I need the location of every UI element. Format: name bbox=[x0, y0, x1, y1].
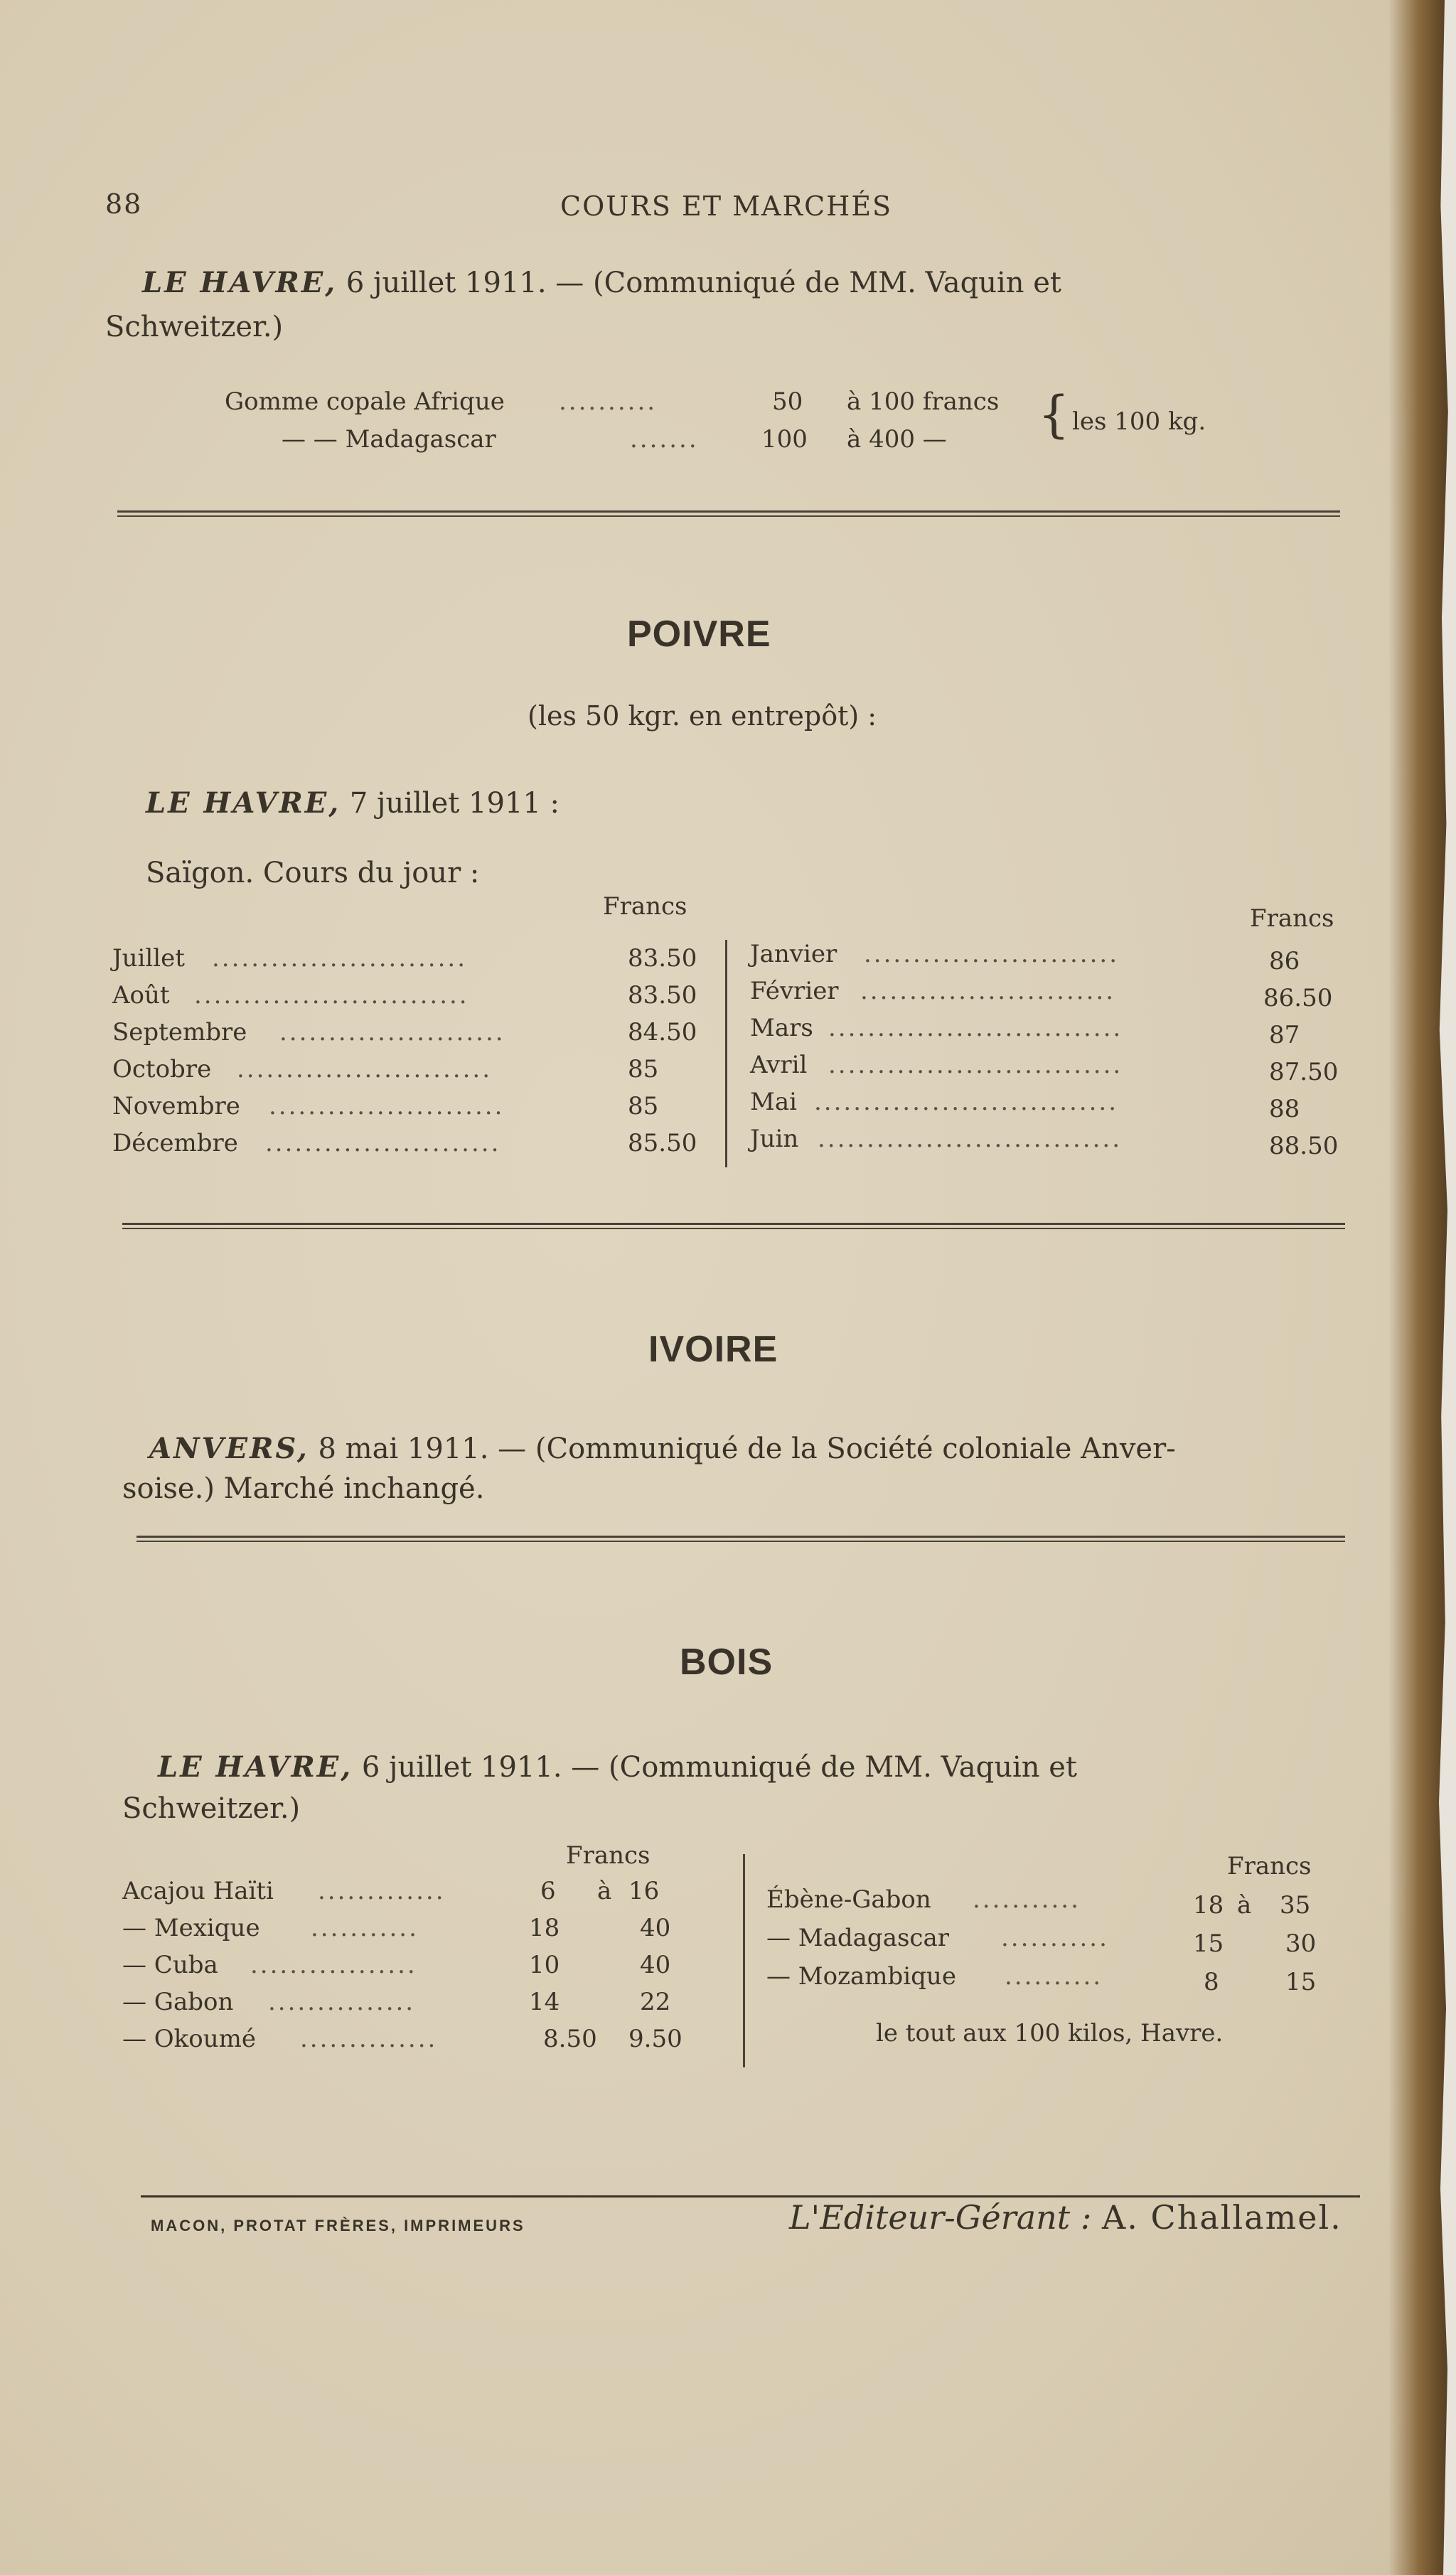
copal-row-low: 50 bbox=[772, 387, 803, 416]
bois-city: LE HAVRE, bbox=[158, 1750, 353, 1784]
ivoire-city: ANVERS, bbox=[149, 1432, 309, 1465]
month-price: 85 bbox=[628, 1055, 659, 1083]
column-divider bbox=[725, 940, 727, 1167]
month-label: Juin bbox=[750, 1125, 799, 1153]
wood-name: — Cuba bbox=[122, 1951, 218, 1979]
leader-dots: .............................. bbox=[828, 1051, 1123, 1079]
editor-label: L'Editeur-Gérant : bbox=[789, 2198, 1092, 2237]
wood-low: 6 bbox=[540, 1877, 556, 1905]
poivre-right-row bbox=[750, 1014, 1354, 1049]
ivoire-title: IVOIRE bbox=[648, 1329, 778, 1370]
leader-dots: ............... bbox=[268, 1988, 416, 2016]
copal-row-sep: à 400 — bbox=[847, 425, 947, 454]
ivoire-first-line bbox=[149, 1429, 1176, 1469]
wood-high: 22 bbox=[640, 1988, 671, 2016]
footer-rule bbox=[141, 2195, 1360, 2197]
poivre-city: LE HAVRE, bbox=[146, 786, 341, 820]
wood-name: Ébène-Gabon bbox=[766, 1885, 931, 1914]
column-divider bbox=[743, 1854, 745, 2067]
month-label: Février bbox=[750, 977, 839, 1005]
poivre-intro: Saïgon. Cours du jour : bbox=[146, 857, 480, 889]
leader-dots: .......................... bbox=[212, 944, 467, 973]
brace: { bbox=[1038, 385, 1070, 444]
month-price: 85.50 bbox=[628, 1129, 697, 1157]
bois-right-col-header: Francs bbox=[1227, 1852, 1312, 1880]
copal-text-line1: 6 juillet 1911. — (Communiqué de MM. Vaquin et bbox=[346, 267, 1061, 299]
poivre-left-row bbox=[112, 1092, 710, 1123]
month-price: 87 bbox=[1269, 1021, 1300, 1049]
wood-mid: à bbox=[597, 1877, 612, 1905]
section-divider bbox=[122, 1223, 1345, 1229]
printer-imprint: MACON, PROTAT FRÈRES, IMPRIMEURS bbox=[151, 2217, 525, 2234]
poivre-right-row bbox=[750, 977, 1354, 1012]
copal-row-label: — — Madagascar bbox=[282, 425, 496, 454]
leader-dots: ............................... bbox=[818, 1125, 1123, 1153]
poivre-subtitle: (les 50 kgr. en entrepôt) : bbox=[528, 700, 877, 732]
leader-dots: ....................... bbox=[279, 1018, 505, 1046]
bois-text-line2: Schweitzer.) bbox=[122, 1792, 301, 1825]
month-label: Mai bbox=[750, 1088, 797, 1116]
month-price: 85 bbox=[628, 1092, 659, 1120]
bois-left-row bbox=[122, 1951, 734, 1982]
month-label: Janvier bbox=[750, 940, 837, 968]
month-price: 88.50 bbox=[1269, 1132, 1339, 1160]
wood-name: — Gabon bbox=[122, 1988, 234, 2016]
leader-dots: ........... bbox=[1001, 1924, 1109, 1952]
section-divider bbox=[117, 510, 1340, 517]
leader-dots: .......................... bbox=[237, 1055, 492, 1083]
copal-row-label: Gomme copale Afrique bbox=[225, 387, 505, 416]
wood-name: — Mexique bbox=[122, 1914, 260, 1942]
bois-title: BOIS bbox=[680, 1642, 774, 1683]
bois-right-row bbox=[766, 1924, 1356, 1958]
bois-left-row bbox=[122, 1988, 734, 2019]
poivre-left-row bbox=[112, 1129, 710, 1160]
poivre-left-row bbox=[112, 944, 710, 975]
running-title: COURS ET MARCHÉS bbox=[560, 191, 893, 222]
month-price: 88 bbox=[1269, 1095, 1300, 1123]
leader-dots: .......................... bbox=[860, 977, 1115, 1005]
poivre-left-row bbox=[112, 981, 710, 1012]
month-label: Avril bbox=[750, 1051, 808, 1079]
poivre-date: 7 juillet 1911 : bbox=[349, 787, 560, 820]
bois-left-row bbox=[122, 1877, 734, 1908]
month-price: 83.50 bbox=[628, 944, 697, 973]
copal-row-2 bbox=[225, 425, 1113, 456]
leader-dots: ........................ bbox=[269, 1092, 505, 1120]
copal-text-line2: Schweitzer.) bbox=[105, 311, 284, 343]
wood-low: 14 bbox=[529, 1988, 560, 2016]
wood-name: — Okoumé bbox=[122, 2025, 257, 2053]
month-price: 84.50 bbox=[628, 1018, 697, 1046]
wood-low: 18 bbox=[1193, 1891, 1224, 1920]
month-label: Mars bbox=[750, 1014, 813, 1042]
leader-dots: .......................... bbox=[864, 940, 1119, 968]
leader-dots: .............................. bbox=[828, 1014, 1123, 1042]
copal-first-line bbox=[142, 263, 1061, 303]
editor-name: A. Challamel. bbox=[1102, 2198, 1342, 2237]
copal-row-1 bbox=[225, 387, 1113, 419]
leader-dots: .............. bbox=[300, 2025, 438, 2053]
wood-low: 10 bbox=[529, 1951, 560, 1979]
month-price: 83.50 bbox=[628, 981, 697, 1010]
poivre-left-col-header: Francs bbox=[603, 892, 687, 921]
bois-left-row bbox=[122, 2025, 734, 2056]
bois-note: le tout aux 100 kilos, Havre. bbox=[876, 2019, 1224, 2047]
month-price: 86.50 bbox=[1263, 984, 1333, 1012]
copal-row-sep: à 100 francs bbox=[847, 387, 1000, 416]
editor-line bbox=[789, 2198, 1342, 2237]
bois-text-line1: 6 juillet 1911. — (Communiqué de MM. Vaquin et bbox=[361, 1751, 1077, 1784]
leader-dots: ............. bbox=[318, 1877, 446, 1905]
copal-unit: les 100 kg. bbox=[1072, 407, 1206, 436]
leader-dots: .......... bbox=[1005, 1962, 1103, 1991]
bois-right-row bbox=[766, 1962, 1356, 1996]
wood-low: 8.50 bbox=[543, 2025, 597, 2053]
wood-name: — Madagascar bbox=[766, 1924, 949, 1952]
section-divider bbox=[136, 1536, 1345, 1542]
wood-high: 30 bbox=[1285, 1929, 1317, 1958]
bois-right-row bbox=[766, 1885, 1356, 1920]
poivre-city-line bbox=[146, 783, 560, 823]
month-label: Juillet bbox=[112, 944, 185, 973]
month-label: Septembre bbox=[112, 1018, 247, 1046]
leader-dots: ............................... bbox=[814, 1088, 1119, 1116]
month-price: 86 bbox=[1269, 947, 1300, 975]
leader-dots: ....... bbox=[630, 425, 699, 454]
wood-high: 35 bbox=[1280, 1891, 1311, 1920]
wood-name: Acajou Haïti bbox=[122, 1877, 274, 1905]
poivre-right-row bbox=[750, 940, 1354, 975]
wood-high: 9.50 bbox=[628, 2025, 682, 2053]
poivre-right-row bbox=[750, 1051, 1354, 1086]
poivre-right-row bbox=[750, 1088, 1354, 1123]
leader-dots: ........... bbox=[311, 1914, 419, 1942]
wood-low: 18 bbox=[529, 1914, 560, 1942]
leader-dots: ........................ bbox=[265, 1129, 501, 1157]
poivre-title: POIVRE bbox=[627, 614, 771, 655]
poivre-right-col-header: Francs bbox=[1250, 904, 1334, 933]
ivoire-text-line1: 8 mai 1911. — (Communiqué de la Société coloniale Anver- bbox=[318, 1433, 1176, 1465]
wood-high: 16 bbox=[628, 1877, 660, 1905]
wood-low: 15 bbox=[1193, 1929, 1224, 1958]
bois-first-line bbox=[158, 1747, 1077, 1787]
ivoire-text-line2: soise.) Marché inchangé. bbox=[122, 1472, 485, 1505]
poivre-left-row bbox=[112, 1055, 710, 1086]
month-label: Décembre bbox=[112, 1129, 238, 1157]
wood-high: 15 bbox=[1285, 1968, 1317, 1996]
page-number: 88 bbox=[105, 188, 143, 220]
month-label: Octobre bbox=[112, 1055, 212, 1083]
wood-high: 40 bbox=[640, 1951, 671, 1979]
leader-dots: .......... bbox=[559, 387, 658, 416]
wood-mid: à bbox=[1237, 1891, 1252, 1920]
bois-left-col-header: Francs bbox=[566, 1841, 651, 1870]
poivre-left-row bbox=[112, 1018, 710, 1049]
leader-dots: ................. bbox=[250, 1951, 417, 1979]
leader-dots: ........... bbox=[973, 1885, 1081, 1914]
wood-low: 8 bbox=[1204, 1968, 1219, 1996]
wood-name: — Mozambique bbox=[766, 1962, 956, 1991]
month-label: Août bbox=[112, 981, 170, 1010]
poivre-right-row bbox=[750, 1125, 1354, 1160]
leader-dots: ............................ bbox=[194, 981, 469, 1010]
copal-row-low: 100 bbox=[761, 425, 808, 454]
wood-high: 40 bbox=[640, 1914, 671, 1942]
month-price: 87.50 bbox=[1269, 1058, 1339, 1086]
bois-left-row bbox=[122, 1914, 734, 1945]
month-label: Novembre bbox=[112, 1092, 240, 1120]
copal-city: LE HAVRE, bbox=[142, 266, 338, 299]
